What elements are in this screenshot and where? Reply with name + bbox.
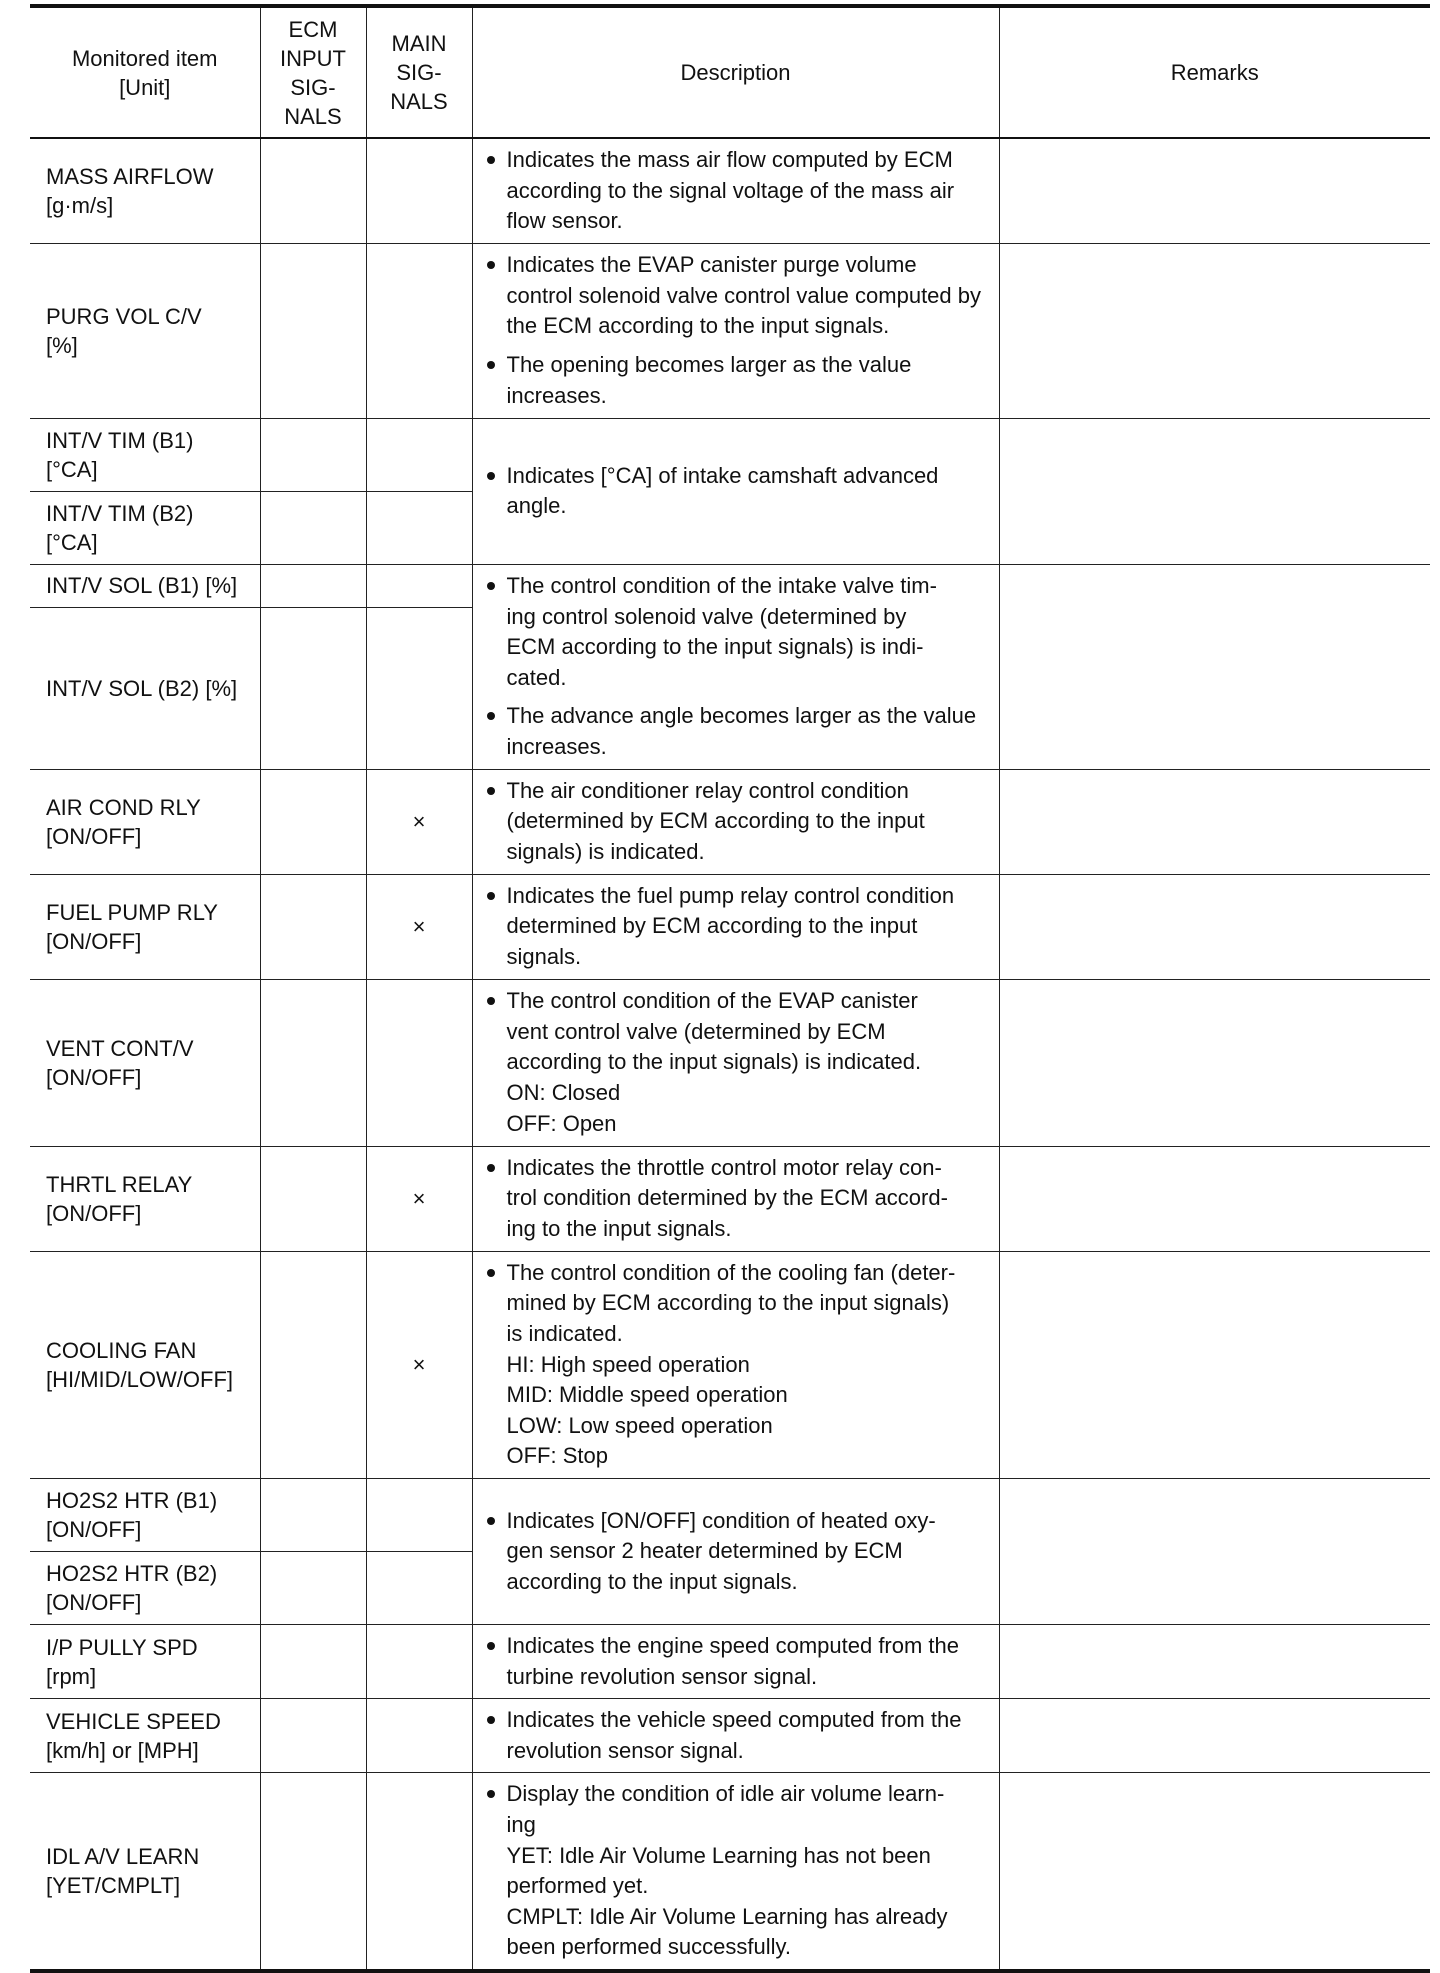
table-row xyxy=(30,1773,1430,1971)
main-signal-cell xyxy=(366,1699,472,1773)
bullet-dot-icon xyxy=(487,787,495,795)
ecm-input-cell xyxy=(260,979,366,1146)
header-remarks: Remarks xyxy=(999,6,1430,138)
header-description: Description xyxy=(472,6,999,138)
description-bullet: Indicates [ON/OFF] condition of heated oxy- gen sensor 2 heater determined by ECM according to the input signals. xyxy=(487,1506,989,1598)
description-cell xyxy=(472,874,999,979)
monitored-item: I/P PULLY SPD [rpm] xyxy=(30,1624,260,1698)
description-bullet: The control condition of the intake valve tim- ing control solenoid valve (determined by ECM according to the input signals) is indi- cated. xyxy=(487,571,989,693)
bullet-dot-icon xyxy=(487,1790,495,1798)
bullet-dot-icon xyxy=(487,472,495,480)
description-cell xyxy=(472,1773,999,1971)
main-signal-cell xyxy=(366,418,472,491)
monitored-item: VEHICLE SPEED [km/h] or [MPH] xyxy=(30,1699,260,1773)
monitored-item: INT/V SOL (B1) [%] xyxy=(30,564,260,607)
main-signal-cell xyxy=(366,1624,472,1698)
remarks-cell xyxy=(999,1251,1430,1478)
ecm-input-cell xyxy=(260,1699,366,1773)
description-bullet: Indicates the mass air flow computed by ECM according to the signal voltage of the mass air flow sensor. xyxy=(487,145,989,237)
ecm-input-cell xyxy=(260,138,366,243)
main-signal-cell xyxy=(366,1551,472,1624)
main-signal-cell xyxy=(366,138,472,243)
table-row xyxy=(30,1624,1430,1698)
ecm-input-cell xyxy=(260,1624,366,1698)
table-row xyxy=(30,1699,1430,1773)
main-signal-cell: × xyxy=(366,769,472,874)
table-row xyxy=(30,769,1430,874)
bullet-dot-icon xyxy=(487,361,495,369)
description-bullet: The advance angle becomes larger as the value increases. xyxy=(487,701,989,762)
main-signal-cell: × xyxy=(366,874,472,979)
bullet-dot-icon xyxy=(487,261,495,269)
main-signal-cell: × xyxy=(366,1251,472,1478)
monitored-item: COOLING FAN [HI/MID/LOW/OFF] xyxy=(30,1251,260,1478)
monitor-item-table-page xyxy=(30,4,1430,1973)
description-bullet: Indicates the fuel pump relay control condition determined by ECM according to the input signals. xyxy=(487,881,989,973)
ecm-input-cell xyxy=(260,1478,366,1551)
description-cell xyxy=(472,138,999,243)
description-cell xyxy=(472,769,999,874)
main-signal-cell xyxy=(366,607,472,769)
main-signal-cell xyxy=(366,1478,472,1551)
remarks-cell xyxy=(999,1478,1430,1624)
remarks-cell xyxy=(999,138,1430,243)
description-cell xyxy=(472,1478,999,1624)
description-cell xyxy=(472,1699,999,1773)
monitored-item: FUEL PUMP RLY [ON/OFF] xyxy=(30,874,260,979)
bullet-dot-icon xyxy=(487,892,495,900)
bullet-dot-icon xyxy=(487,997,495,1005)
ecm-input-cell xyxy=(260,243,366,418)
remarks-cell xyxy=(999,1699,1430,1773)
main-signal-cell xyxy=(366,564,472,607)
description-bullet: Indicates the vehicle speed computed from the revolution sensor signal. xyxy=(487,1705,989,1766)
table-header-row xyxy=(30,6,1430,138)
description-cell xyxy=(472,564,999,769)
table-row xyxy=(30,1251,1430,1478)
description-cell xyxy=(472,979,999,1146)
ecm-input-cell xyxy=(260,1251,366,1478)
description-cell xyxy=(472,1624,999,1698)
monitored-item: MASS AIRFLOW [g·m/s] xyxy=(30,138,260,243)
monitored-item: AIR COND RLY [ON/OFF] xyxy=(30,769,260,874)
ecm-input-cell xyxy=(260,874,366,979)
remarks-cell xyxy=(999,418,1430,564)
bullet-dot-icon xyxy=(487,1164,495,1172)
main-signal-cell xyxy=(366,243,472,418)
table-row xyxy=(30,1478,1430,1551)
monitored-item: INT/V SOL (B2) [%] xyxy=(30,607,260,769)
description-bullet: Indicates the engine speed computed from the turbine revolution sensor signal. xyxy=(487,1631,989,1692)
ecm-input-cell xyxy=(260,564,366,607)
monitored-item: HO2S2 HTR (B2) [ON/OFF] xyxy=(30,1551,260,1624)
description-bullet: The control condition of the EVAP canister vent control valve (determined by ECM according to the input signals) is indicated. ON: Closed OFF: Open xyxy=(487,986,989,1139)
bullet-dot-icon xyxy=(487,582,495,590)
monitored-item: THRTL RELAY [ON/OFF] xyxy=(30,1146,260,1251)
monitored-item: IDL A/V LEARN [YET/CMPLT] xyxy=(30,1773,260,1971)
table-row xyxy=(30,138,1430,243)
monitored-item: PURG VOL C/V [%] xyxy=(30,243,260,418)
remarks-cell xyxy=(999,243,1430,418)
remarks-cell xyxy=(999,1773,1430,1971)
table-row xyxy=(30,564,1430,607)
monitored-item: HO2S2 HTR (B1) [ON/OFF] xyxy=(30,1478,260,1551)
main-signal-cell xyxy=(366,491,472,564)
main-signal-cell xyxy=(366,1773,472,1971)
monitor-item-table xyxy=(30,4,1430,1973)
table-row xyxy=(30,979,1430,1146)
description-bullet: Display the condition of idle air volume learn- ing YET: Idle Air Volume Learning has not been performed yet. CMPLT: Idle Air Volume Learning has already been performed successfully. xyxy=(487,1779,989,1963)
monitored-item: INT/V TIM (B2) [°CA] xyxy=(30,491,260,564)
ecm-input-cell xyxy=(260,1773,366,1971)
header-ecm-input-signals: ECM INPUT SIG- NALS xyxy=(260,6,366,138)
description-bullet: The opening becomes larger as the value increases. xyxy=(487,350,989,411)
description-bullet: Indicates [°CA] of intake camshaft advanced angle. xyxy=(487,461,989,522)
remarks-cell xyxy=(999,1624,1430,1698)
description-bullet: The air conditioner relay control condition (determined by ECM according to the input signals) is indicated. xyxy=(487,776,989,868)
monitored-item: INT/V TIM (B1) [°CA] xyxy=(30,418,260,491)
bullet-dot-icon xyxy=(487,156,495,164)
bullet-dot-icon xyxy=(487,712,495,720)
ecm-input-cell xyxy=(260,769,366,874)
description-bullet: The control condition of the cooling fan (deter- mined by ECM according to the input signals) is indicated. HI: High speed operation MID: Middle speed operation LOW: Low speed operation OFF: Stop xyxy=(487,1258,989,1472)
remarks-cell xyxy=(999,769,1430,874)
bullet-dot-icon xyxy=(487,1716,495,1724)
bullet-dot-icon xyxy=(487,1269,495,1277)
bullet-dot-icon xyxy=(487,1642,495,1650)
ecm-input-cell xyxy=(260,1551,366,1624)
description-cell xyxy=(472,243,999,418)
table-row xyxy=(30,243,1430,418)
description-cell xyxy=(472,1251,999,1478)
table-row xyxy=(30,418,1430,491)
header-main-signals: MAIN SIG- NALS xyxy=(366,6,472,138)
remarks-cell xyxy=(999,874,1430,979)
header-monitored-item: Monitored item [Unit] xyxy=(30,6,260,138)
remarks-cell xyxy=(999,979,1430,1146)
ecm-input-cell xyxy=(260,1146,366,1251)
description-bullet: Indicates the throttle control motor relay con- trol condition determined by the ECM accord- ing to the input signals. xyxy=(487,1153,989,1245)
ecm-input-cell xyxy=(260,418,366,491)
ecm-input-cell xyxy=(260,607,366,769)
main-signal-cell: × xyxy=(366,1146,472,1251)
monitored-item: VENT CONT/V [ON/OFF] xyxy=(30,979,260,1146)
remarks-cell xyxy=(999,564,1430,769)
bullet-dot-icon xyxy=(487,1517,495,1525)
table-row xyxy=(30,874,1430,979)
remarks-cell xyxy=(999,1146,1430,1251)
table-row xyxy=(30,1146,1430,1251)
description-cell xyxy=(472,418,999,564)
description-bullet: Indicates the EVAP canister purge volume control solenoid valve control value computed by the ECM according to the input signals. xyxy=(487,250,989,342)
ecm-input-cell xyxy=(260,491,366,564)
description-cell xyxy=(472,1146,999,1251)
main-signal-cell xyxy=(366,979,472,1146)
